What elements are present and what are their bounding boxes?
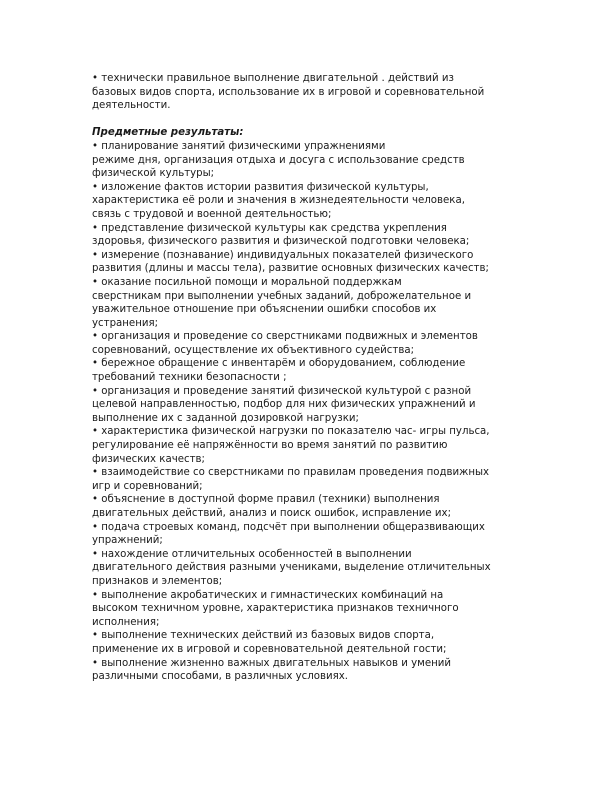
intro-line: деятельности. xyxy=(92,100,171,112)
list-item-line: двигательного действия разными учениками, выделение отличительных xyxy=(92,562,491,574)
list-item-line: • представление физической культуры как средства укрепления xyxy=(92,222,447,234)
list-item-line: • измерение (познавание) индивидуальных показателей физического xyxy=(92,249,474,261)
list-item xyxy=(92,629,532,656)
intro-line: базовых видов спорта, использование их в игровой и соревновательной xyxy=(92,86,485,98)
list-item-line: соревнований, осуществление их объективного судейства; xyxy=(92,344,415,356)
list-item-line: высоком техничном уровне, характеристика признаков техничного xyxy=(92,603,459,615)
list-item-line: исполнения; xyxy=(92,616,160,628)
list-item xyxy=(92,249,532,276)
list-item-line: игр и соревнований; xyxy=(92,480,203,492)
list-item-line: различными способами, в различных условиях. xyxy=(92,671,349,683)
list-item-line: • бережное обращение с инвентарём и оборудованием, соблюдение xyxy=(92,358,466,370)
list-item-line: • взаимодействие со сверстниками по правилам проведения подвижных xyxy=(92,467,490,479)
list-item-line: здоровья, физического развития и физической подготовки человека; xyxy=(92,236,470,248)
list-item-line: характеристика её роли и значения в жизнедеятельности человека, xyxy=(92,195,465,207)
intro-line: • технически правильное выполнение двигательной . действий из xyxy=(92,73,454,84)
list-item xyxy=(92,385,532,426)
list-item xyxy=(92,657,532,684)
list-item-line: выполнение их с заданной дозировкой нагрузки; xyxy=(92,412,359,424)
list-item-line: физической культуры; xyxy=(92,168,215,180)
list-item-line: развития (длины и массы тела), развитие основных физических качеств; xyxy=(92,263,489,275)
list-item-line: • подача строевых команд, подсчёт при выполнении общеразвивающих xyxy=(92,521,485,533)
list-item-line: • выполнение акробатических и гимнастических комбинаций на xyxy=(92,589,444,601)
list-item-line: • планирование занятий физическими упражнениями xyxy=(92,140,386,152)
list-item-line: регулирование её напряжённости во время занятий по развитию xyxy=(92,440,448,452)
list-item-line: связь с трудовой и военной деятельностью; xyxy=(92,208,332,220)
list-item-line: • изложение фактов истории развития физической культуры, xyxy=(92,181,429,193)
list-item-line: • организация и проведение занятий физической культурой с разной xyxy=(92,385,472,397)
list-item xyxy=(92,330,532,357)
list-item-line: упражнений; xyxy=(92,535,163,547)
list-item-line: двигательных действий, анализ и поиск ошибок, исправление их; xyxy=(92,508,452,519)
subject-results-heading: Предметные результаты: xyxy=(92,127,244,139)
list-item-line: сверстникам при выполнении учебных заданий, доброжелательное и xyxy=(92,290,472,302)
list-item-line: физических качеств; xyxy=(92,453,205,465)
list-item-line: • характеристика физической нагрузки по показателю час- игры пульса, xyxy=(92,426,490,438)
list-item xyxy=(92,466,532,493)
list-item xyxy=(92,222,532,249)
list-item xyxy=(92,589,532,630)
list-item xyxy=(92,276,532,330)
list-item xyxy=(92,493,532,520)
list-item-line: • выполнение технических действий из базовых видов спорта, xyxy=(92,630,435,642)
list-item-line: • оказание посильной помощи и моральной поддержкам xyxy=(92,276,402,288)
list-item-line: уважительное отношение при объяснении ошибки способов их xyxy=(92,304,437,316)
list-item xyxy=(92,548,532,589)
list-item-line: требований техники безопасности ; xyxy=(92,372,287,384)
list-item xyxy=(92,140,532,181)
list-item-line: • организация и проведение со сверстниками подвижных и элементов xyxy=(92,331,478,343)
document-page xyxy=(92,72,532,684)
list-item-line: целевой направленностью, подбор для них физических упражнений и xyxy=(92,399,476,411)
list-item-line: • нахождение отличительных особенностей в выполнении xyxy=(92,548,412,560)
list-item xyxy=(92,425,532,466)
list-item-line: применение их в игровой и соревновательной деятельной гости; xyxy=(92,643,447,655)
intro-paragraph xyxy=(92,72,532,113)
list-item xyxy=(92,357,532,384)
list-item xyxy=(92,181,532,222)
list-item-line: • выполнение жизненно важных двигательных навыков и умений xyxy=(92,657,452,669)
list-item-line: устранения; xyxy=(92,317,159,329)
list-item-line: • объяснение в доступной форме правил (техники) выполнения xyxy=(92,494,440,506)
list-item xyxy=(92,521,532,548)
list-item-line: признаков и элементов; xyxy=(92,575,223,587)
list-item-line: режиме дня, организация отдыха и досуга с использование средств xyxy=(92,154,465,166)
